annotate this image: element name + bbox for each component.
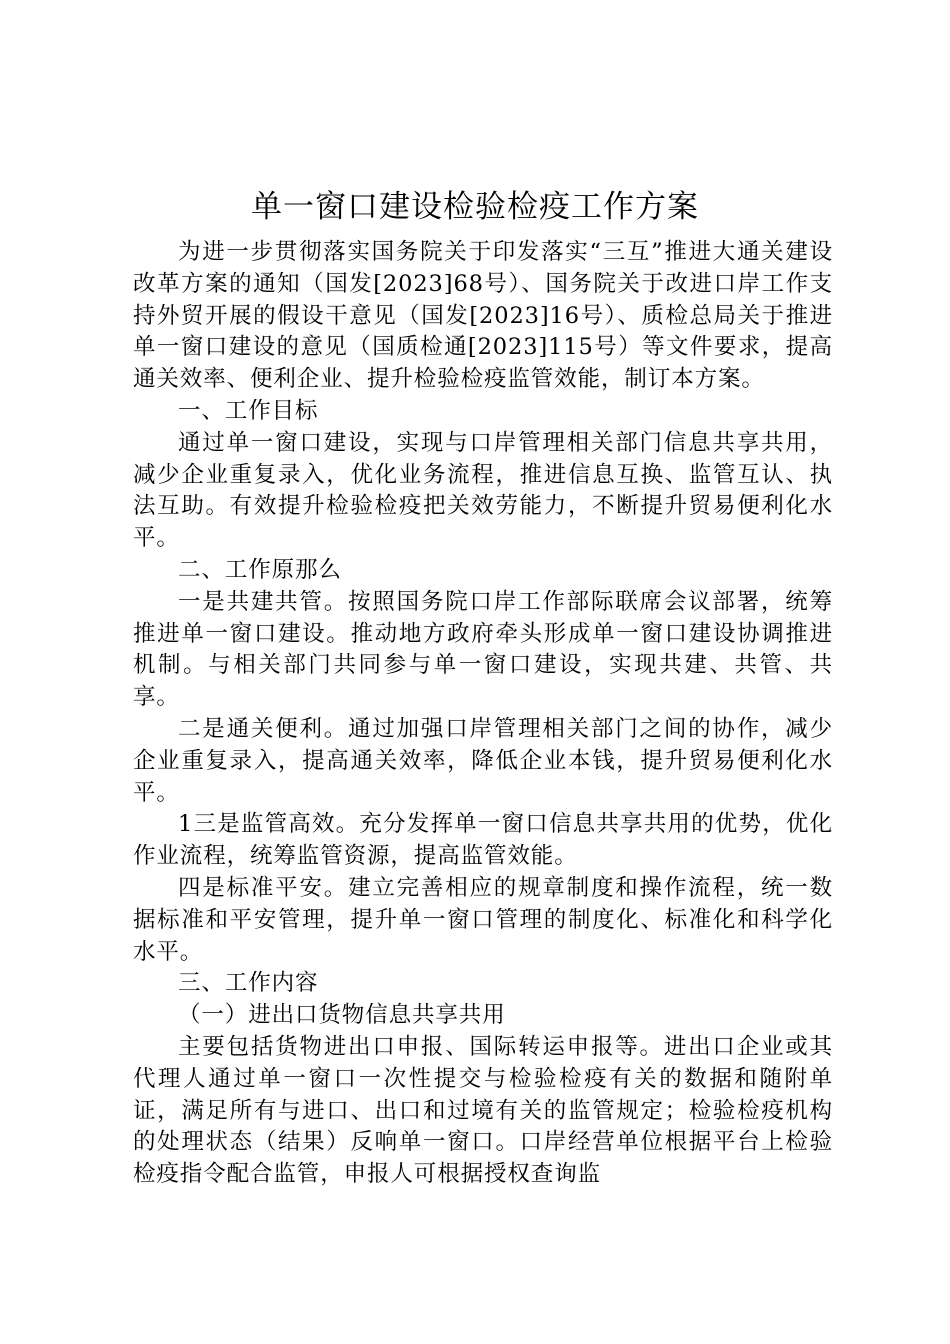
paragraph-principle-3: 1三是监管高效。充分发挥单一窗口信息共享共用的优势，优化作业流程，统筹监管资源，提高监管效能。 (133, 811, 833, 870)
paragraph-principle-4: 四是标准平安。建立完善相应的规章制度和操作流程，统一数据标准和平安管理，提升单一窗口管理的制度化、标准化和科学化水平。 (133, 874, 833, 965)
section-heading-principles: 二、工作原那么 (178, 556, 342, 583)
paragraph-goods-info: 主要包括货物进出口申报、国际转运申报等。进出口企业或其代理人通过单一窗口一次性提交与检验检疫有关的数据和随附单证，满足所有与进口、出口和过境有关的监管规定；检验检疫机构的处理状态（结果）反响单一窗口。口岸经营单位根据平台上检验检疫指令配合监管，申报人可根据授权查询监 (133, 1033, 833, 1188)
paragraph-principle-1: 一是共建共管。按照国务院口岸工作部际联席会议部署，统筹推进单一窗口建设。推动地方政府牵头形成单一窗口建设协调推进机制。与相关部门共同参与单一窗口建设，实现共建、共管、共享。 (133, 588, 833, 711)
document-body (133, 237, 833, 1191)
paragraph-intro: 为进一步贯彻落实国务院关于印发落实“三互”推进大通关建设改革方案的通知（国发[2023]68号）、国务院关于改进口岸工作支持外贸开展的假设干意见（国发[2023]16号）、质检总局关于推进单一窗口建设的意见（国质检通[2023]115号）等文件要求，提高通关效率、便利企业、提升检验检疫监管效能，制订本方案。 (133, 239, 833, 393)
paragraph-principle-2: 二是通关便利。通过加强口岸管理相关部门之间的协作，减少企业重复录入，提高通关效率，降低企业本钱，提升贸易便利化水平。 (133, 715, 833, 806)
document-title: 单一窗口建设检验检疫工作方案 (251, 189, 699, 225)
subsection-heading-goods-info: （一）进出口货物信息共享共用 (178, 1002, 506, 1029)
section-heading-content: 三、工作内容 (178, 970, 319, 997)
paragraph-goals: 通过单一窗口建设，实现与口岸管理相关部门信息共享共用，减少企业重复录入，优化业务流程，推进信息互换、监管互认、执法互助。有效提升检验检疫把关效劳能力，不断提升贸易便利化水平。 (133, 429, 833, 552)
section-heading-goals: 一、工作目标 (178, 397, 319, 424)
